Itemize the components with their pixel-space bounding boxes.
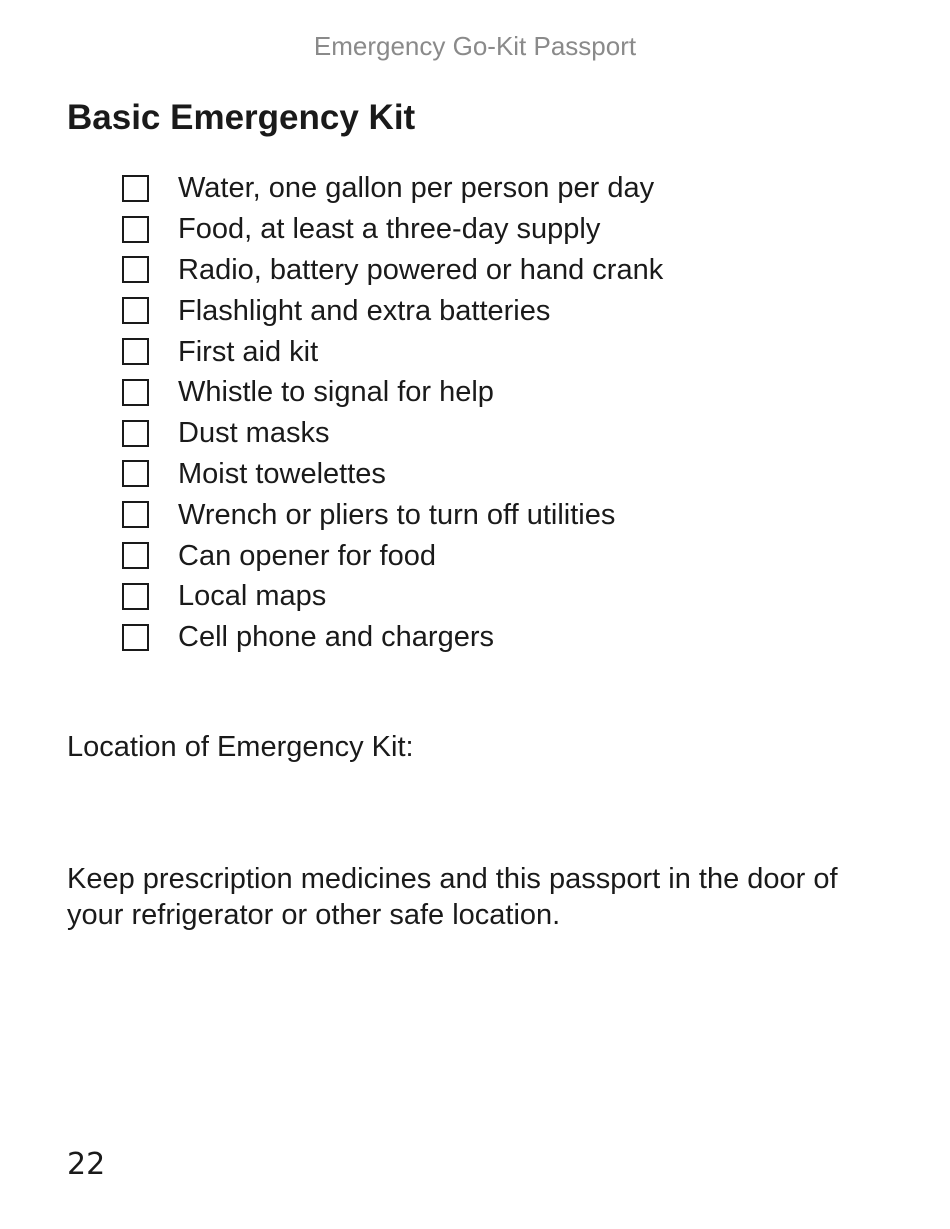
checkbox[interactable] — [122, 297, 149, 324]
section-title: Basic Emergency Kit — [67, 98, 416, 137]
checkbox[interactable] — [122, 624, 149, 651]
storage-note: Keep prescription medicines and this passport in the door of your refrigerator or other safe location. — [67, 863, 838, 931]
running-header: Emergency Go-Kit Passport — [313, 31, 637, 61]
checklist-item-first-aid — [122, 331, 663, 372]
checkbox[interactable] — [122, 583, 149, 610]
checklist-item-towelettes — [122, 454, 663, 495]
checkbox[interactable] — [122, 338, 149, 365]
checklist-item-radio — [122, 250, 663, 291]
checklist-item-label: First aid kit — [178, 335, 319, 368]
checklist-item-food — [122, 209, 663, 250]
kit-location-label: Location of Emergency Kit: — [67, 731, 414, 763]
checklist-item-label: Water, one gallon per person per day — [178, 172, 655, 205]
checkbox[interactable] — [122, 256, 149, 283]
checklist-item-label: Food, at least a three-day supply — [178, 213, 601, 246]
checkbox[interactable] — [122, 216, 149, 243]
checklist-item-label: Local maps — [178, 580, 327, 613]
checklist-item-label: Can opener for food — [178, 539, 436, 572]
checklist-item-label: Moist towelettes — [178, 457, 386, 490]
checkbox[interactable] — [122, 460, 149, 487]
checklist-item-water — [122, 168, 663, 209]
checklist-item-label: Wrench or pliers to turn off utilities — [178, 498, 616, 531]
checklist-item-wrench — [122, 494, 663, 535]
checkbox[interactable] — [122, 175, 149, 202]
checkbox[interactable] — [122, 542, 149, 569]
checklist-item-can-opener — [122, 535, 663, 576]
checklist-item-label: Cell phone and chargers — [178, 621, 494, 654]
emergency-kit-checklist — [122, 168, 663, 658]
checklist-item-local-maps — [122, 576, 663, 617]
checkbox[interactable] — [122, 420, 149, 447]
checkbox[interactable] — [122, 501, 149, 528]
checklist-item-label: Whistle to signal for help — [178, 376, 494, 409]
checklist-item-whistle — [122, 372, 663, 413]
checklist-item-label: Radio, battery powered or hand crank — [178, 253, 664, 286]
checkbox[interactable] — [122, 379, 149, 406]
checklist-item-flashlight — [122, 290, 663, 331]
checklist-item-label: Dust masks — [178, 417, 330, 450]
page-number: 22 — [67, 1147, 106, 1182]
checklist-item-cell-phone — [122, 617, 663, 658]
checklist-item-dust-masks — [122, 413, 663, 454]
checklist-item-label: Flashlight and extra batteries — [178, 294, 551, 327]
